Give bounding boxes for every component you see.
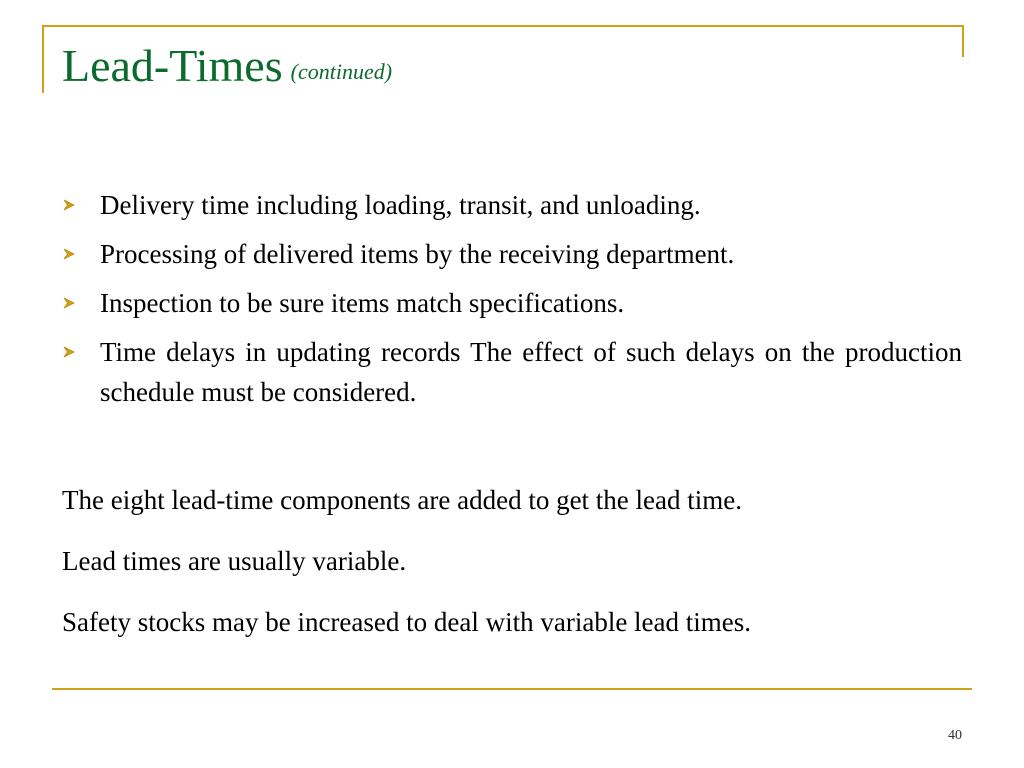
title-frame-left-rule — [42, 25, 44, 93]
page-number: 40 — [948, 728, 962, 743]
paragraph-lead-time-components: The eight lead-time components are added to get the lead time. — [62, 485, 742, 515]
paragraph-safety-stocks: Safety stocks may be increased to deal with variable lead times. — [62, 607, 752, 637]
bullet-item — [62, 283, 962, 323]
paragraph-variable-lead-times: Lead times are usually variable. — [62, 546, 407, 576]
bullet-text: Inspection to be sure items match specifications. — [100, 288, 625, 318]
arrowhead-bullet-icon — [62, 332, 82, 372]
bullet-text: Time delays in updating records The effect of such delays on the production schedule must be considered. — [100, 337, 962, 407]
bullet-item — [62, 234, 962, 274]
slide-title — [62, 38, 392, 93]
bullet-item — [62, 332, 962, 412]
title-frame-right-rule — [962, 25, 964, 57]
bullet-item — [62, 185, 962, 225]
slide-title-subtitle: (continued) — [290, 59, 393, 84]
bullet-list — [62, 185, 962, 421]
bullet-text: Delivery time including loading, transit, and unloading. — [100, 190, 701, 220]
title-frame-top-rule — [42, 25, 964, 27]
bullet-text: Processing of delivered items by the receiving department. — [100, 239, 735, 269]
arrowhead-bullet-icon — [62, 283, 82, 323]
arrowhead-bullet-icon — [62, 234, 82, 274]
footer-rule — [52, 688, 972, 690]
slide-title-main: Lead-Times — [62, 40, 283, 91]
arrowhead-bullet-icon — [62, 185, 82, 225]
